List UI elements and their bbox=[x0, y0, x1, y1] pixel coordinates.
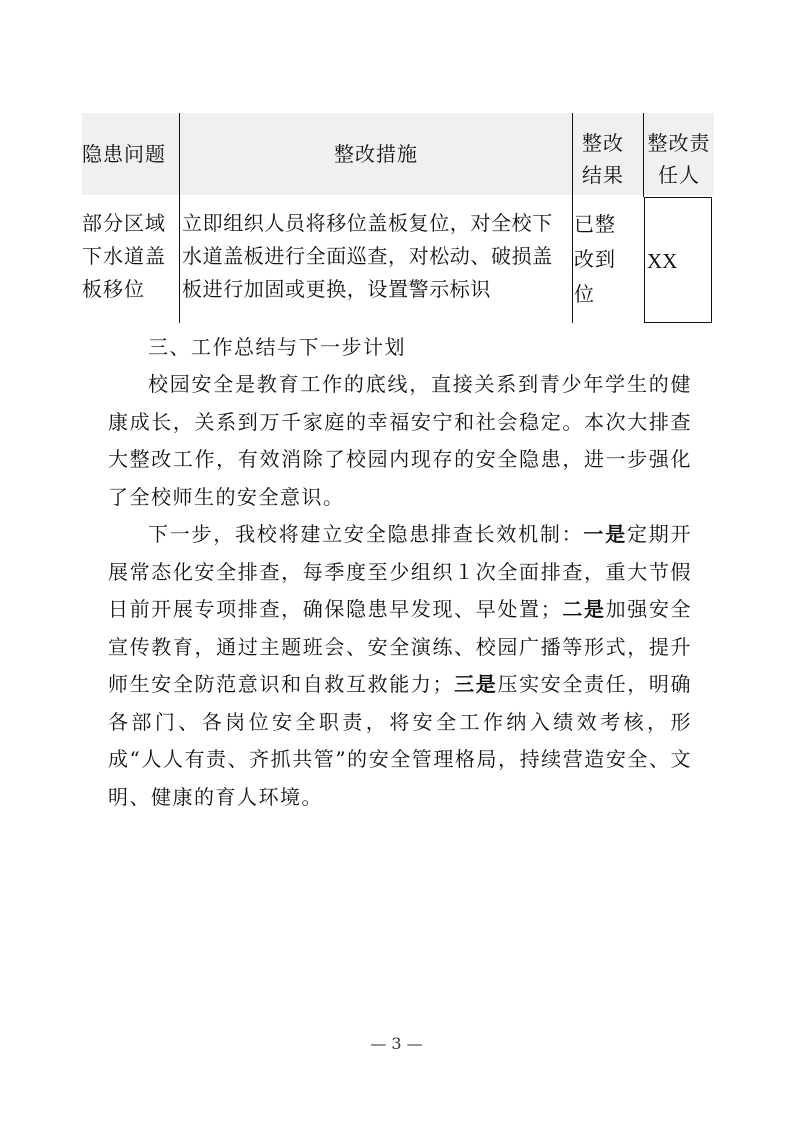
summary-paragraph: 校园安全是教育工作的底线，直接关系到青少年学生的健康成长，关系到万千家庭的幸福安宁和社会稳定。本次大排查大整改工作，有效消除了校园内现存的安全隐患，进一步强化了全校师生的安全意识。 bbox=[108, 372, 692, 509]
plan-item3-text: 压实安全责任，明确各部门、各岗位安全职责，将安全工作纳入绩效考核，形成“人人有责、齐抓共管”的安全管理格局，持续营造安全、文明、健康的育人环境。 bbox=[108, 672, 693, 809]
header-measure: 整改措施 bbox=[334, 142, 418, 166]
plan-item2-text: 加强安全宣传教育，通过主题班会、安全演练、校园广播等形式，提升师生安全防范意识和自救互救能力； bbox=[108, 597, 693, 696]
header-problem: 隐患问题 bbox=[82, 142, 166, 166]
plan-item2-label: 二是 bbox=[562, 597, 606, 621]
row-measure: 立即组织人员将移位盖板复位，对全校下水道盖板进行全面巡查，对松动、破损盖板进行加固或更换，设置警示标识 bbox=[182, 211, 553, 301]
plan-item1-label: 一是 bbox=[583, 522, 627, 546]
plan-intro: 下一步，我校将建立安全隐患排查长效机制： bbox=[148, 522, 584, 546]
page-number: — 3 — bbox=[370, 1034, 423, 1053]
plan-item3-label: 三是 bbox=[454, 672, 498, 696]
section-heading: 三、工作总结与下一步计划 bbox=[148, 335, 406, 359]
row-result: 已整改到位 bbox=[574, 212, 616, 306]
header-person bbox=[644, 127, 714, 191]
row-person: XX bbox=[644, 197, 712, 323]
header-person-line2: 任人 bbox=[658, 163, 700, 187]
header-result-line2: 结果 bbox=[582, 163, 624, 187]
plan-item1-text: 定期开展常态化安全排查，每季度至少组织１次全面排查，重大节假日前开展专项排查，确保隐患早发现、早处置； bbox=[108, 522, 693, 621]
header-result-line1: 整改 bbox=[582, 131, 624, 155]
header-person-line1: 整改责 bbox=[647, 131, 711, 155]
header-result bbox=[572, 127, 634, 191]
row-problem: 部分区域下水道盖板移位 bbox=[82, 211, 166, 301]
plan-paragraph bbox=[108, 516, 692, 816]
